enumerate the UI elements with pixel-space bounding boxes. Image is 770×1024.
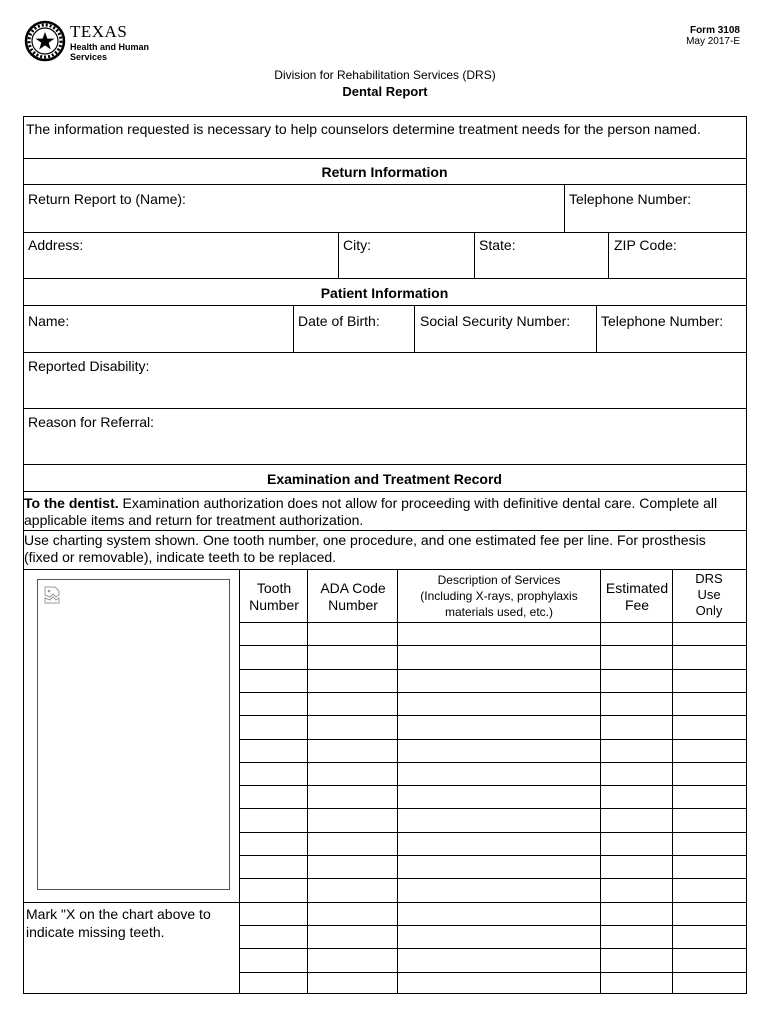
table-row <box>239 878 747 901</box>
col-description <box>401 572 597 620</box>
dentist-instructions-body: Examination authorization does not allow for proceeding with definitive dental care. Complete all applicable items and return for treatment authorization. <box>24 495 718 528</box>
dental-chart-image[interactable] <box>37 579 230 890</box>
return-telephone-field[interactable]: Telephone Number: <box>569 191 692 207</box>
estimated-fee-cell[interactable] <box>601 856 671 877</box>
estimated-fee-cell[interactable] <box>601 740 671 761</box>
drs-use-cell[interactable] <box>673 670 746 691</box>
table-row <box>239 948 747 971</box>
ada-code-cell[interactable] <box>308 670 396 691</box>
table-row <box>239 902 747 925</box>
return-info-heading: Return Information <box>321 164 448 180</box>
drs-use-cell[interactable] <box>673 809 746 830</box>
table-row <box>239 739 747 762</box>
tooth-number-cell[interactable] <box>240 973 306 994</box>
ada-code-cell[interactable] <box>308 833 396 854</box>
table-row <box>239 762 747 785</box>
col-description-subtitle: (Including X-rays, prophylaxis materials used, etc.) <box>420 589 578 619</box>
tooth-number-cell[interactable] <box>240 856 306 877</box>
state-field[interactable]: State: <box>479 237 516 253</box>
broken-image-icon <box>43 586 61 604</box>
drs-use-cell[interactable] <box>673 763 746 784</box>
description-cell[interactable] <box>398 646 599 667</box>
table-row <box>239 715 747 738</box>
estimated-fee-cell[interactable] <box>601 693 671 714</box>
description-cell[interactable] <box>398 809 599 830</box>
tooth-number-cell[interactable] <box>240 623 306 644</box>
patient-info-heading: Patient Information <box>320 285 449 301</box>
address-field[interactable]: Address: <box>28 237 84 253</box>
tooth-number-cell[interactable] <box>240 763 306 784</box>
ada-code-cell[interactable] <box>308 949 396 970</box>
ada-code-cell[interactable] <box>308 786 396 807</box>
description-cell[interactable] <box>398 716 599 737</box>
estimated-fee-cell[interactable] <box>601 973 671 994</box>
charting-instructions: Use charting system shown. One tooth number, one procedure, and one estimated fee per line. For prosthesis (fixed or removable), indicate teeth to be replaced. <box>24 532 706 565</box>
disability-field[interactable]: Reported Disability: <box>28 358 150 374</box>
ssn-field[interactable]: Social Security Number: <box>420 313 571 329</box>
estimated-fee-cell[interactable] <box>601 903 671 924</box>
texas-seal-icon <box>24 20 66 62</box>
ada-code-cell[interactable] <box>308 646 396 667</box>
tooth-number-cell[interactable] <box>240 903 306 924</box>
table-row <box>239 692 747 715</box>
logo-texas: TEXAS <box>70 22 128 41</box>
dentist-instructions-lead: To the dentist. <box>24 495 119 511</box>
description-cell[interactable] <box>398 693 599 714</box>
drs-use-cell[interactable] <box>673 740 746 761</box>
col-ada-code: ADA Code Number <box>320 580 386 613</box>
ada-code-cell[interactable] <box>308 693 396 714</box>
description-cell[interactable] <box>398 763 599 784</box>
col-tooth-number: Tooth Number <box>249 580 299 613</box>
description-cell[interactable] <box>398 903 599 924</box>
division-name: Division for Rehabilitation Services (DRS) <box>274 68 496 82</box>
description-cell[interactable] <box>398 833 599 854</box>
missing-teeth-note: Mark "X on the chart above to indicate missing teeth. <box>26 906 211 940</box>
ada-code-cell[interactable] <box>308 903 396 924</box>
logo-hhs-line1: Health and Human <box>70 42 150 52</box>
estimated-fee-cell[interactable] <box>601 786 671 807</box>
col-drs-use: DRS Use Only <box>695 571 723 618</box>
description-cell[interactable] <box>398 740 599 761</box>
tooth-number-cell[interactable] <box>240 670 306 691</box>
estimated-fee-cell[interactable] <box>601 716 671 737</box>
estimated-fee-cell[interactable] <box>601 809 671 830</box>
ada-code-cell[interactable] <box>308 716 396 737</box>
ada-code-cell[interactable] <box>308 973 396 994</box>
drs-use-cell[interactable] <box>673 716 746 737</box>
return-to-field[interactable]: Return Report to (Name): <box>28 191 186 207</box>
description-cell[interactable] <box>398 879 599 900</box>
tooth-number-cell[interactable] <box>240 693 306 714</box>
agency-logo <box>24 22 154 62</box>
estimated-fee-cell[interactable] <box>601 646 671 667</box>
ada-code-cell[interactable] <box>308 926 396 947</box>
treatment-table <box>239 569 747 994</box>
table-row <box>239 669 747 692</box>
drs-use-cell[interactable] <box>673 623 746 644</box>
description-cell[interactable] <box>398 623 599 644</box>
tooth-number-cell[interactable] <box>240 949 306 970</box>
logo-hhs-line2: Services <box>70 52 108 62</box>
drs-use-cell[interactable] <box>673 856 746 877</box>
description-cell[interactable] <box>398 670 599 691</box>
estimated-fee-cell[interactable] <box>601 623 671 644</box>
table-row <box>239 622 747 645</box>
estimated-fee-cell[interactable] <box>601 763 671 784</box>
page-title: Dental Report <box>342 84 428 99</box>
col-estimated-fee: Estimated Fee <box>605 580 669 613</box>
referral-field[interactable]: Reason for Referral: <box>28 414 155 430</box>
tooth-number-cell[interactable] <box>240 740 306 761</box>
estimated-fee-cell[interactable] <box>601 879 671 900</box>
description-cell[interactable] <box>398 926 599 947</box>
table-row <box>239 645 747 668</box>
city-field[interactable]: City: <box>343 237 371 253</box>
ada-code-cell[interactable] <box>308 623 396 644</box>
patient-name-field[interactable]: Name: <box>28 313 70 329</box>
table-row <box>239 925 747 948</box>
tooth-number-cell[interactable] <box>240 833 306 854</box>
tooth-number-cell[interactable] <box>240 786 306 807</box>
tooth-number-cell[interactable] <box>240 879 306 900</box>
estimated-fee-cell[interactable] <box>601 670 671 691</box>
ada-code-cell[interactable] <box>308 856 396 877</box>
form-number: Form 3108 <box>689 25 740 36</box>
drs-use-cell[interactable] <box>673 693 746 714</box>
table-row <box>239 832 747 855</box>
dentist-instructions <box>24 495 724 529</box>
patient-telephone-field[interactable]: Telephone Number: <box>601 313 724 329</box>
table-row <box>239 972 747 995</box>
tooth-number-cell[interactable] <box>240 926 306 947</box>
ada-code-cell[interactable] <box>308 879 396 900</box>
tooth-number-cell[interactable] <box>240 716 306 737</box>
intro-text: The information requested is necessary to help counselors determine treatment needs for the person named. <box>26 121 701 137</box>
tooth-number-cell[interactable] <box>240 646 306 667</box>
ada-code-cell[interactable] <box>308 740 396 761</box>
ada-code-cell[interactable] <box>308 809 396 830</box>
drs-use-cell[interactable] <box>673 903 746 924</box>
table-row <box>239 855 747 878</box>
estimated-fee-cell[interactable] <box>601 833 671 854</box>
estimated-fee-cell[interactable] <box>601 949 671 970</box>
table-row <box>239 785 747 808</box>
dob-field[interactable]: Date of Birth: <box>298 313 380 329</box>
table-row <box>239 808 747 831</box>
exam-heading: Examination and Treatment Record <box>267 471 502 487</box>
drs-use-cell[interactable] <box>673 646 746 667</box>
description-cell[interactable] <box>398 949 599 970</box>
ada-code-cell[interactable] <box>308 763 396 784</box>
drs-use-cell[interactable] <box>673 973 746 994</box>
zip-field[interactable]: ZIP Code: <box>614 237 677 253</box>
col-description-title: Description of Services <box>437 573 561 587</box>
drs-use-cell[interactable] <box>673 926 746 947</box>
description-cell[interactable] <box>398 856 599 877</box>
drs-use-cell[interactable] <box>673 949 746 970</box>
tooth-number-cell[interactable] <box>240 809 306 830</box>
description-cell[interactable] <box>398 973 599 994</box>
estimated-fee-cell[interactable] <box>601 926 671 947</box>
drs-use-cell[interactable] <box>673 786 746 807</box>
drs-use-cell[interactable] <box>673 833 746 854</box>
description-cell[interactable] <box>398 786 599 807</box>
form-date: May 2017-E <box>686 36 740 47</box>
drs-use-cell[interactable] <box>673 879 746 900</box>
